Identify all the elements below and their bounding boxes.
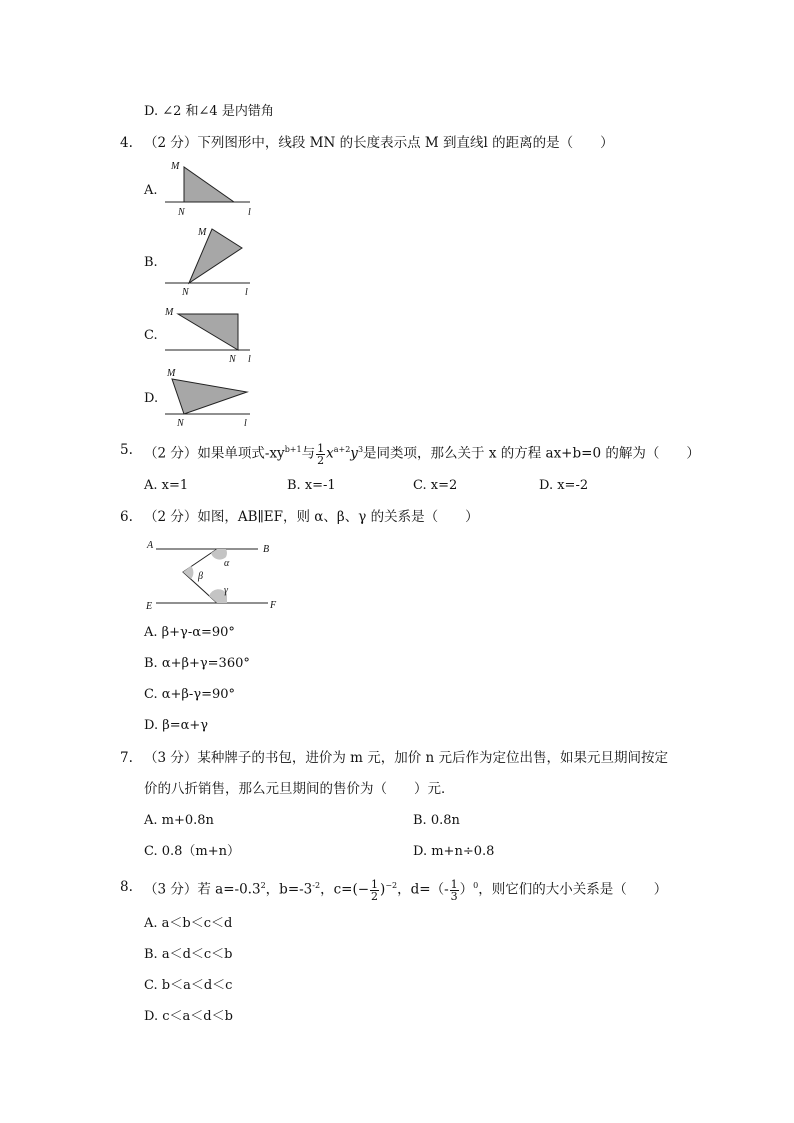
q8-b-exp: -2 — [312, 881, 321, 890]
q6-figure — [140, 535, 290, 615]
q4-option-b: B. — [144, 255, 158, 270]
q4-figure-d — [160, 364, 260, 430]
q6-label-e: E — [146, 601, 153, 612]
q6-label-a: A — [147, 540, 154, 551]
q8-d-fraction — [450, 879, 459, 902]
q4a-label-n: N — [178, 207, 185, 218]
q4-text: （2 分）下列图形中，线段 MN 的长度表示点 M 到直线l 的距离的是（ ） — [144, 135, 614, 151]
q5-exp3: 3 — [357, 445, 364, 454]
q5-x: x — [326, 445, 334, 462]
q5-option-a: A. x=1 — [144, 478, 189, 493]
q5-frac-den: 2 — [317, 453, 325, 467]
q4a-label-l: l — [248, 207, 251, 218]
q4c-label-m: M — [165, 307, 174, 318]
q8-d-den: 3 — [450, 889, 458, 903]
q4-option-a: A. — [144, 183, 158, 198]
q8-text — [144, 870, 667, 906]
q5-exp1: b+1 — [284, 445, 302, 454]
q8-c-part: ，c=(− — [320, 881, 370, 898]
q5-option-c: C. x=2 — [413, 478, 458, 493]
q4d-label-m: M — [167, 368, 176, 379]
q4-figure-c — [160, 302, 260, 366]
q7-option-b: B. 0.8n — [413, 813, 460, 828]
q8-c-den: 2 — [371, 889, 379, 903]
q8-b-part: ，b=-3 — [265, 881, 313, 898]
q4c-label-n: N — [229, 354, 236, 365]
q5-fraction — [316, 443, 325, 466]
q8-number: 8. — [120, 879, 133, 895]
q7-number: 7. — [120, 750, 133, 766]
q3-option-d: D. ∠2 和∠4 是内错角 — [144, 104, 274, 119]
q5-prefix: （2 分）如果单项式-xy — [144, 445, 285, 462]
q8-c-exp: −2 — [385, 881, 398, 890]
q8-prefix: （3 分）若 a=-0.3 — [144, 881, 261, 898]
q4a-label-m: M — [171, 161, 180, 172]
q5-frac-num: 1 — [317, 441, 325, 455]
q6-label-alpha: α — [224, 558, 230, 569]
q7-option-d: D. m+n÷0.8 — [413, 844, 495, 859]
q8-option-c: C. b＜a＜d＜c — [144, 978, 233, 993]
q6-number: 6. — [120, 509, 133, 525]
q4b-label-l: l — [245, 287, 248, 298]
q5-y: y — [350, 445, 358, 462]
q5-exp2: a+2 — [333, 445, 351, 454]
q4-option-d: D. — [144, 391, 159, 406]
q4b-label-m: M — [198, 227, 207, 238]
q8-d-exp: 0 — [473, 881, 479, 890]
q8-option-a: A. a＜b＜c＜d — [144, 916, 233, 931]
q6-text: （2 分）如图，AB∥EF，则 α、β、γ 的关系是（ ） — [144, 509, 479, 525]
q8-c-num: 1 — [371, 877, 379, 891]
q8-d-close: ） — [459, 881, 474, 898]
q4d-label-n: N — [177, 418, 184, 429]
q8-c-close: ) — [380, 881, 386, 898]
q6-label-b: B — [263, 544, 270, 555]
q6-label-f: F — [270, 600, 277, 611]
q6-option-b: B. α+β+γ=360° — [144, 656, 250, 671]
q4-number: 4. — [120, 135, 133, 151]
q8-option-b: B. a＜d＜c＜b — [144, 947, 233, 962]
q4c-label-l: l — [248, 354, 251, 365]
q5-number: 5. — [120, 442, 133, 458]
q8-a-exp: 2 — [260, 881, 266, 890]
q8-c-fraction — [370, 879, 379, 902]
q6-option-a: A. β+γ-α=90° — [144, 625, 235, 640]
q5-text — [144, 434, 700, 470]
q4-option-c: C. — [144, 328, 158, 343]
q4b-label-n: N — [182, 287, 189, 298]
q5-suffix: 是同类项，那么关于 x 的方程 ax+b=0 的解为（ ） — [363, 445, 700, 462]
q6-label-gamma: γ — [224, 585, 228, 596]
q7-option-c: C. 0.8（m+n） — [144, 844, 241, 859]
q4d-label-l: l — [244, 418, 247, 429]
q6-option-c: C. α+β-γ=90° — [144, 687, 236, 702]
q8-suffix: ，则它们的大小关系是（ ） — [478, 881, 668, 898]
q6-label-beta: β — [198, 571, 203, 582]
q5-option-d: D. x=-2 — [539, 478, 589, 493]
q7-line1: （3 分）某种牌子的书包，进价为 m 元，加价 n 元后作为定位出售，如果元旦期间按定 — [144, 750, 669, 766]
q4-figure-b — [160, 224, 260, 299]
q7-line2: 价的八折销售，那么元旦期间的售价为（ ）元． — [144, 781, 455, 797]
q8-d-part: ，d=（- — [397, 881, 449, 898]
q8-option-d: D. c＜a＜d＜b — [144, 1009, 233, 1024]
q7-option-a: A. m+0.8n — [144, 813, 214, 828]
q5-option-b: B. x=-1 — [287, 478, 336, 493]
q4-figure-a — [160, 158, 260, 218]
q6-option-d: D. β=α+γ — [144, 718, 209, 733]
q5-mid: 与 — [301, 445, 316, 462]
q8-d-num: 1 — [450, 877, 458, 891]
